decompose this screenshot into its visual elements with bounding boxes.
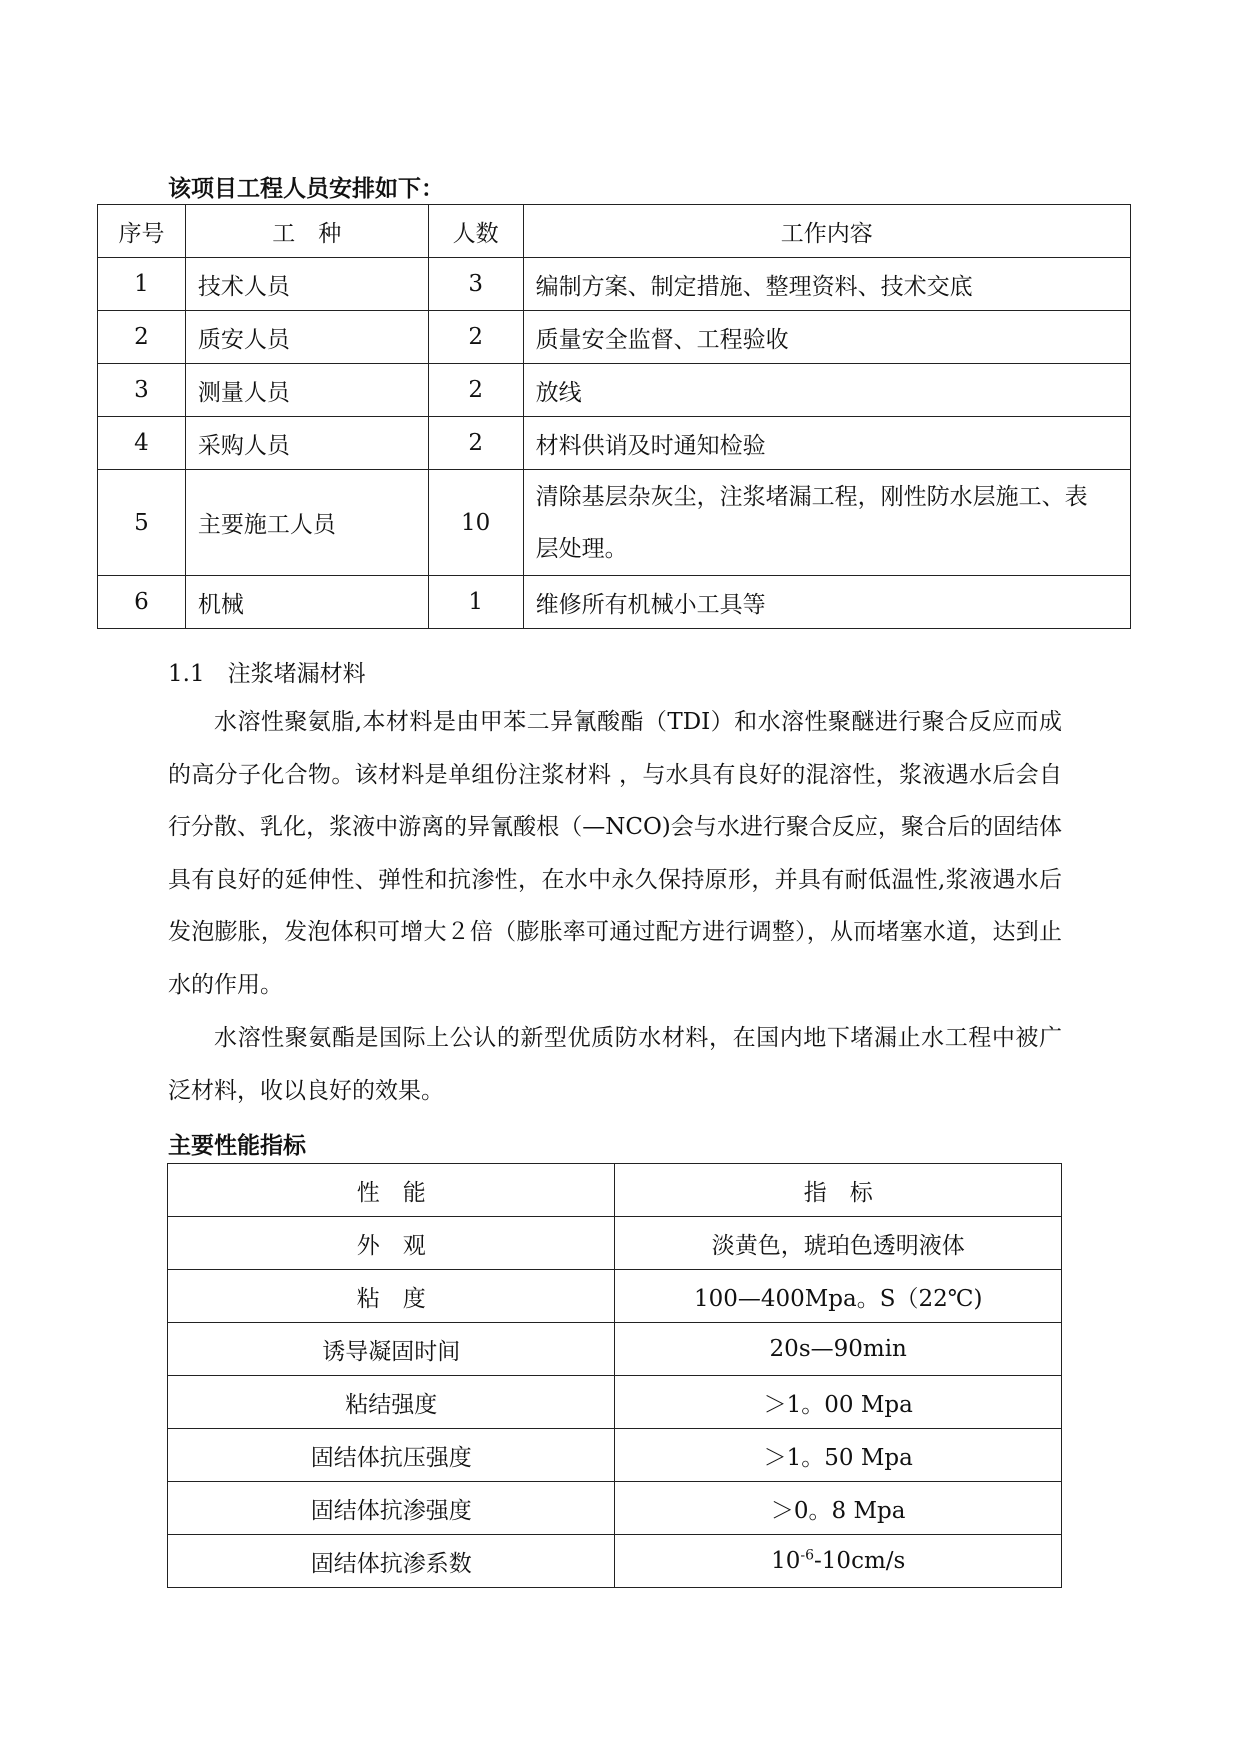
row-no: 4 (98, 417, 186, 470)
row-type: 技术人员 (185, 258, 428, 311)
row-no: 5 (98, 470, 186, 576)
row-property: 固结体抗渗强度 (168, 1482, 615, 1535)
material-paragraph-1: 水溶性聚氨脂,本材料是由甲苯二异氰酸酯（TDI）和水溶性聚醚进行聚合反应而成的高分子化合物。该材料是单组份注浆材料 ，与水具有良好的混溶性，浆液遇水后会自行分散、乳化，浆液中游离的异氰酸根（—NCO)会与水进行聚合反应，聚合后的固结体具有良好的延伸性、弹性和抗渗性，在水中永久保持原形，并具有耐低温性,浆液遇水后发泡膨胀，发泡体积可增大２倍（膨胀率可通过配方进行调整），从而堵塞水道，达到止水的作用。 (168, 709, 1062, 998)
table-row (168, 1217, 1062, 1270)
table-row (168, 1323, 1062, 1376)
row-content: 放线 (523, 364, 1130, 417)
table-row (168, 1429, 1062, 1482)
row-type: 质安人员 (185, 311, 428, 364)
header-count: 人数 (428, 205, 523, 258)
header-type: 工 种 (185, 205, 428, 258)
row-value (615, 1535, 1062, 1588)
row-content: 质量安全监督、工程验收 (523, 311, 1130, 364)
value-exponent: -6 (800, 1547, 815, 1564)
header-no: 序号 (98, 205, 186, 258)
material-section-title: 1.1 注浆堵漏材料 (168, 661, 366, 687)
row-property: 固结体抗压强度 (168, 1429, 615, 1482)
row-count: 1 (428, 576, 523, 629)
row-property: 外 观 (168, 1217, 615, 1270)
row-content: 清除基层杂灰尘，注浆堵漏工程，刚性防水层施工、表层处理。 (523, 470, 1130, 576)
row-value: 100—400Mpa。S（22℃) (615, 1270, 1062, 1323)
table-row (168, 1482, 1062, 1535)
row-no: 1 (98, 258, 186, 311)
performance-table-header (168, 1164, 1062, 1217)
row-type: 机械 (185, 576, 428, 629)
row-no: 2 (98, 311, 186, 364)
row-type: 主要施工人员 (185, 470, 428, 576)
row-content: 编制方案、制定措施、整理资料、技术交底 (523, 258, 1130, 311)
staff-section-title: 该项目工程人员安排如下： (168, 176, 444, 202)
header-value: 指 标 (615, 1164, 1062, 1217)
table-row (98, 576, 1131, 629)
table-row (98, 417, 1131, 470)
staff-table-header (98, 205, 1131, 258)
table-row (98, 470, 1131, 576)
row-property: 固结体抗渗系数 (168, 1535, 615, 1588)
table-row (98, 311, 1131, 364)
value-rest: -10cm/s (814, 1548, 906, 1574)
material-paragraph-2: 水溶性聚氨酯是国际上公认的新型优质防水材料，在国内地下堵漏止水工程中被广泛材料，收以良好的效果。 (168, 1025, 1062, 1104)
performance-section-title: 主要性能指标 (168, 1133, 306, 1159)
row-content: 维修所有机械小工具等 (523, 576, 1130, 629)
value-base: 10 (771, 1548, 801, 1574)
row-value: 淡黄色，琥珀色透明液体 (615, 1217, 1062, 1270)
table-row (98, 258, 1131, 311)
staff-table (97, 204, 1131, 629)
row-value: 20s—90min (615, 1323, 1062, 1376)
row-count: 2 (428, 311, 523, 364)
row-count: 2 (428, 417, 523, 470)
header-property: 性 能 (168, 1164, 615, 1217)
table-row (168, 1376, 1062, 1429)
row-value: ＞0。8 Mpa (615, 1482, 1062, 1535)
row-count: 2 (428, 364, 523, 417)
row-value: ＞1。50 Mpa (615, 1429, 1062, 1482)
row-content: 材料供诮及时通知检验 (523, 417, 1130, 470)
header-content: 工作内容 (523, 205, 1130, 258)
row-property: 粘结强度 (168, 1376, 615, 1429)
table-row (168, 1270, 1062, 1323)
row-count: 10 (428, 470, 523, 576)
table-row (168, 1535, 1062, 1588)
row-no: 6 (98, 576, 186, 629)
row-property: 粘 度 (168, 1270, 615, 1323)
row-property: 诱导凝固时间 (168, 1323, 615, 1376)
row-no: 3 (98, 364, 186, 417)
row-type: 采购人员 (185, 417, 428, 470)
row-value: ＞1。00 Mpa (615, 1376, 1062, 1429)
row-type: 测量人员 (185, 364, 428, 417)
performance-table (167, 1163, 1062, 1588)
row-count: 3 (428, 258, 523, 311)
table-row (98, 364, 1131, 417)
